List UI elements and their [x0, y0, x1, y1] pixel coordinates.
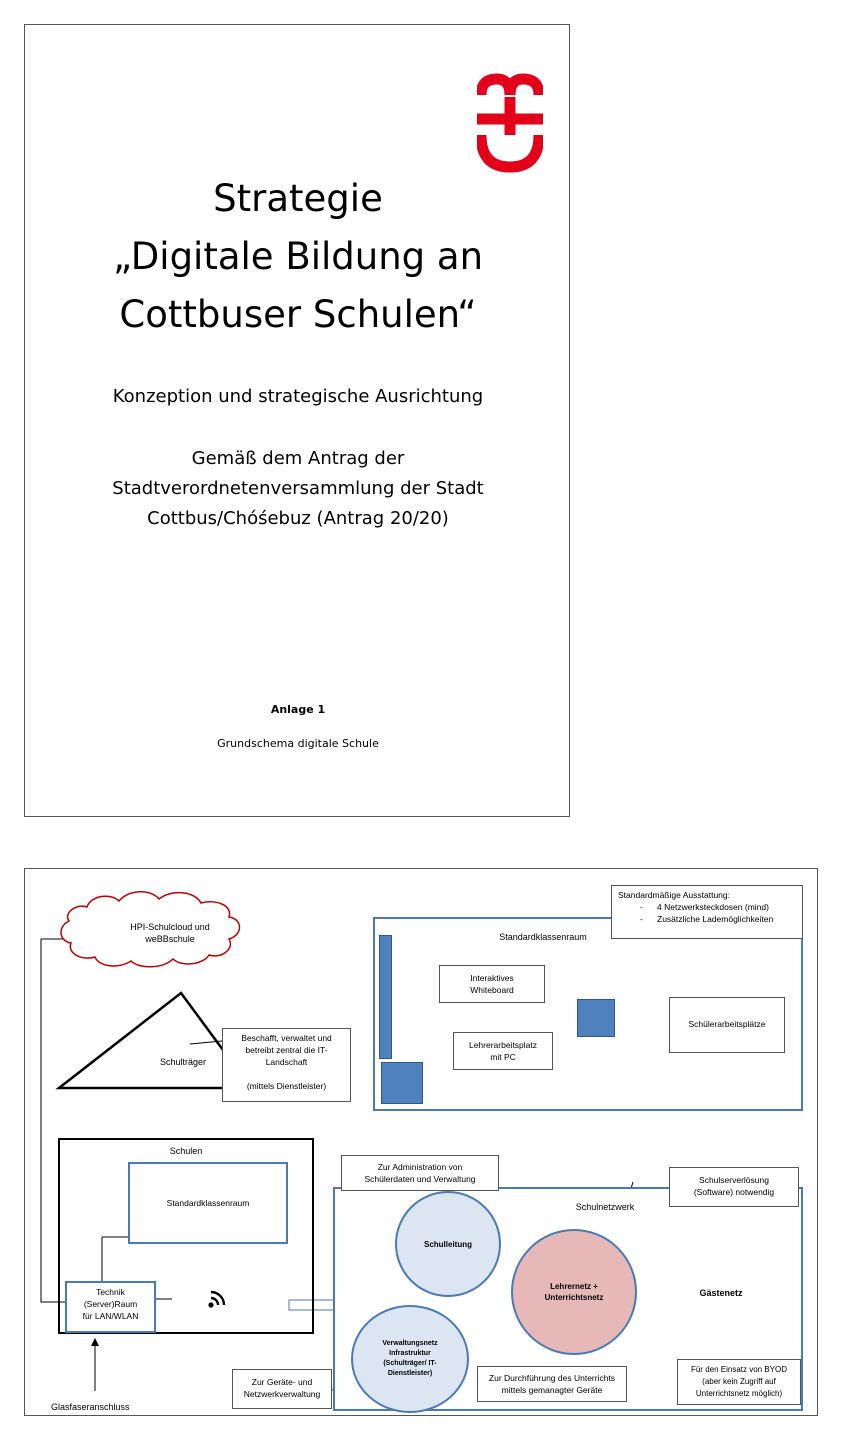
- geraete-line: Netzwerkverwaltung: [243, 1389, 321, 1399]
- standardklassenraum-title: Standardklassenraum: [499, 932, 587, 942]
- verwaltungsnetz-line: (Schulträger/ IT-: [383, 1360, 437, 1367]
- ausstattung-box: [611, 885, 803, 939]
- technik-line: (Server)Raum: [83, 1299, 138, 1309]
- schulnetzwerk-label: Schulnetzwerk: [575, 1202, 635, 1212]
- cloud-label: HPI-Schulcloud und weBBschule: [130, 922, 210, 944]
- lehrernetz-line: Lehrernetz +: [550, 1282, 598, 1291]
- technik-line: für LAN/WLAN: [82, 1311, 139, 1321]
- lehrerplatz-shape: [381, 1062, 423, 1104]
- unterricht-line: mittels gemanagter Geräte: [501, 1385, 603, 1395]
- anlage-title: Grundschema digitale Schule: [217, 737, 379, 750]
- technik-raum: [65, 1281, 156, 1333]
- geraete-line: Zur Geräte- und: [251, 1377, 313, 1387]
- admin-note-line: Schülerdaten und Verwaltung: [364, 1174, 476, 1184]
- city-logo-icon: [477, 73, 543, 173]
- byod-line: (aber kein Zugriff auf: [702, 1377, 776, 1386]
- geraete-note: [232, 1369, 332, 1409]
- admin-note-line: Zur Administration von: [377, 1162, 463, 1172]
- schuelerplaetze-box: Schülerarbeitsplätze: [669, 997, 785, 1053]
- cover-title-line-1: Strategie: [213, 177, 383, 220]
- schultraeger-note: [222, 1028, 351, 1102]
- verwaltungsnetz-line: Infrastruktur: [389, 1350, 431, 1357]
- byod-line: Für den Einsatz von BYOD: [690, 1365, 788, 1374]
- schulleitung-circle: Schulleitung: [395, 1191, 501, 1297]
- whiteboard-box: [439, 965, 545, 1003]
- cover-title-line-3: Cottbuser Schulen“: [119, 293, 477, 336]
- ausstattung-item-text: 4 Netzwerksteckdosen (mind): [657, 902, 769, 912]
- schultraeger-note-line: betreibt zentral die IT-: [245, 1045, 328, 1055]
- cover-page: [24, 24, 570, 817]
- byod-line: Unterrichtsnetz möglich): [695, 1389, 783, 1398]
- lehrernetz-circle: [511, 1229, 637, 1355]
- diagram-page: [24, 868, 818, 1416]
- ausstattung-title: Standardmäßige Ausstattung:: [618, 890, 730, 900]
- schulserver-line: (Software) notwendig: [693, 1187, 775, 1197]
- schulserver-line: Schulserverlösung: [699, 1175, 769, 1185]
- ausstattung-item: - Zusätzliche Lademöglichkeiten: [640, 914, 774, 924]
- schultraeger-note-line: Beschafft, verwaltet und: [241, 1033, 332, 1043]
- glasfaser-label: Glasfaseranschluss: [51, 1402, 130, 1412]
- technik-line: Technik: [96, 1287, 125, 1297]
- lehrernetz-line: Unterrichtsnetz: [544, 1293, 604, 1302]
- wifi-icon: [205, 1287, 229, 1311]
- verwaltungsnetz-line: Dienstleister): [387, 1370, 433, 1377]
- cover-antrag-line-1: Gemäß dem Antrag der: [191, 448, 405, 469]
- spacer: [223, 1068, 350, 1080]
- cover-subtitle: Konzeption und strategische Ausrichtung: [112, 386, 484, 407]
- whiteboard-line: Interaktives: [470, 973, 514, 983]
- byod-note: [677, 1359, 801, 1405]
- cover-title-line-2: „Digitale Bildung an: [112, 235, 484, 278]
- schultraeger-note-line: Landschaft: [265, 1057, 308, 1067]
- verwaltungsnetz-line: Verwaltungsnetz: [382, 1340, 438, 1347]
- schultraeger-note-line: (mittels Dienstleister): [246, 1081, 327, 1091]
- ausstattung-item-text: Zusätzliche Lademöglichkeiten: [657, 914, 774, 924]
- lehrerplatz-line: Lehrerarbeitsplatz: [468, 1040, 538, 1050]
- lehrerplatz-box: [453, 1032, 553, 1070]
- schultraeger-label: Schulträger: [159, 1057, 207, 1067]
- verwaltungsnetz-circle: [351, 1305, 469, 1413]
- schulen-standardklassenraum: Standardklassenraum: [128, 1162, 288, 1244]
- whiteboard-line: Whiteboard: [470, 985, 514, 995]
- schulen-label: Schulen: [169, 1146, 203, 1156]
- anlage-label: Anlage 1: [270, 703, 326, 716]
- admin-note: [341, 1155, 499, 1191]
- cover-antrag-line-3: Cottbus/Chóśebuz (Antrag 20/20): [147, 508, 449, 529]
- unterricht-note: [477, 1366, 627, 1402]
- gaestenetz-circle: Gästenetz: [699, 1287, 743, 1298]
- schuelerplatz-shape: [577, 999, 615, 1037]
- ausstattung-item: - 4 Netzwerksteckdosen (mind): [640, 902, 769, 912]
- whiteboard-shape: [379, 935, 392, 1059]
- cover-antrag-line-2: Stadtverordnetenversammlung der Stadt: [112, 478, 484, 499]
- schulserver-note: [669, 1167, 799, 1207]
- lehrerplatz-line: mit PC: [490, 1052, 516, 1062]
- unterricht-line: Zur Durchführung des Unterrichts: [488, 1373, 616, 1383]
